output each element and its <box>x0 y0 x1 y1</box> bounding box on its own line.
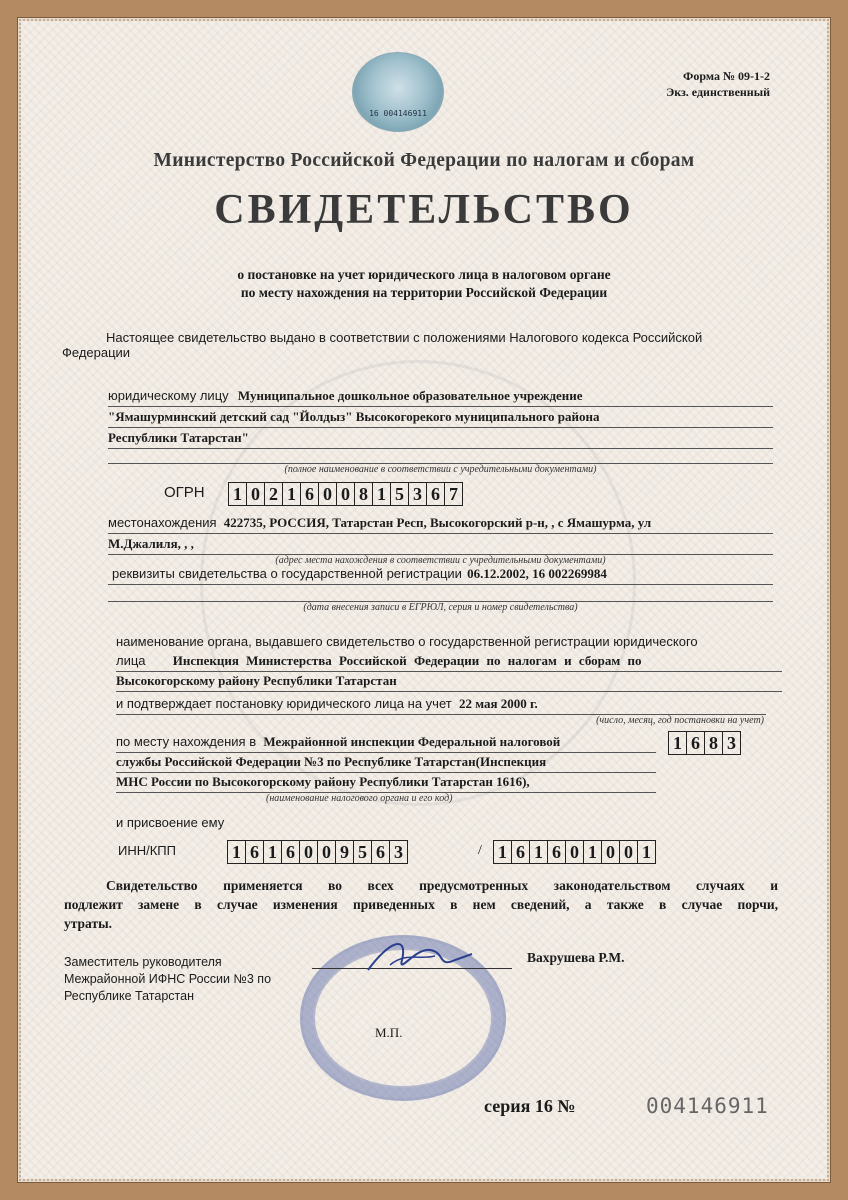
ogrn-digit: 0 <box>337 483 355 505</box>
form-number: Форма № 09-1-2 <box>683 69 770 83</box>
kpp-digit: 1 <box>584 841 602 863</box>
intro-line-2: Федерации <box>62 345 131 360</box>
kpp-digit: 1 <box>494 841 512 863</box>
inn-kpp-separator: / <box>478 843 482 858</box>
kpp-digit: 1 <box>642 842 651 862</box>
hologram-number: 16 004146911 <box>369 109 427 118</box>
location-line-1 <box>108 515 773 534</box>
confirm-block <box>116 696 766 726</box>
tax-office-label: по месту нахождения в <box>116 734 257 749</box>
ogrn-digit: 2 <box>265 483 283 505</box>
ministry-title: Министерство Российской Федерации по налогам и сборам <box>153 150 695 171</box>
series-label: серия 16 № <box>484 1096 576 1116</box>
kpp-cells <box>493 840 656 864</box>
location-value-line-2: М.Джалиля, , , <box>108 536 773 555</box>
document-title: СВИДЕТЕЛЬСТВО <box>214 187 634 233</box>
ogrn-digit: 6 <box>427 483 445 505</box>
confirm-line <box>116 696 766 715</box>
inn-digit: 5 <box>354 841 372 863</box>
hologram-emblem <box>352 52 444 132</box>
entity-name-line-1: Муниципальное дошкольное образовательное учреждение <box>237 388 583 403</box>
ogrn-digit: 0 <box>247 483 265 505</box>
ogrn-digit: 1 <box>373 483 391 505</box>
tax-office-code-digit: 1 <box>669 732 687 754</box>
tax-office-code-digit: 6 <box>687 732 705 754</box>
signatory-line-2: Межрайонной ИФНС России №3 по <box>64 972 272 986</box>
ogrn-digit: 0 <box>319 483 337 505</box>
inn-digit: 1 <box>228 841 246 863</box>
location-block <box>108 515 773 566</box>
kpp-digit: 0 <box>620 841 638 863</box>
tax-office-code-digit: 8 <box>705 732 723 754</box>
ogrn-digit: 1 <box>229 483 247 505</box>
issuer-line-2 <box>116 653 782 672</box>
ogrn-digit: 3 <box>409 483 427 505</box>
intro-text <box>62 330 782 360</box>
handwritten-signature <box>360 930 480 980</box>
entity-name-line-3: Республики Татарстан" <box>108 430 773 449</box>
subtitle-line-2: по месту нахождения на территории Российской Федерации <box>240 285 608 300</box>
registration-line <box>108 566 773 585</box>
entity-label: юридическому лицу <box>108 388 229 403</box>
registration-blank-line <box>108 585 773 602</box>
issuer-lica-label: лица <box>116 653 146 668</box>
ogrn-digit: 7 <box>449 484 458 504</box>
tax-office-block <box>116 734 656 804</box>
kpp-digit: 0 <box>602 841 620 863</box>
registration-value: 06.12.2002, 16 002269984 <box>467 566 607 581</box>
location-caption: (адрес места нахождения в соответствии с учредительными документами) <box>275 555 606 566</box>
entity-blank-line <box>108 449 773 464</box>
kpp-digit: 6 <box>512 841 530 863</box>
inn-digit: 6 <box>246 841 264 863</box>
entity-block <box>108 388 773 475</box>
issuer-block <box>116 634 782 692</box>
ogrn-cells <box>228 482 463 506</box>
confirm-caption: (число, месяц, год постановки на учет) <box>596 715 764 726</box>
inn-digit: 1 <box>264 841 282 863</box>
ogrn-label: ОГРН <box>164 484 205 501</box>
inn-digit: 6 <box>372 841 390 863</box>
issuer-value-line-2: Высокогорскому району Республики Татарстан <box>116 673 782 692</box>
inn-kpp-label: ИНН/КПП <box>118 843 176 858</box>
registration-caption: (дата внесения записи в ЕГРЮЛ, серия и номер свидетельства) <box>303 602 578 613</box>
entity-line-1 <box>108 388 773 407</box>
signatory-name: Вахрушева Р.М. <box>527 950 625 965</box>
ogrn-digit: 6 <box>301 483 319 505</box>
kpp-digit: 1 <box>530 841 548 863</box>
tax-office-code-cells <box>668 731 741 755</box>
registration-block <box>108 566 773 613</box>
ogrn-digit: 8 <box>355 483 373 505</box>
tax-office-code-digit: 3 <box>727 733 736 753</box>
confirm-label: и подтверждает постановку юридического лица на учет <box>116 696 452 711</box>
issuer-line-1: наименование органа, выдавшего свидетельство о государственной регистрации юридического <box>116 634 698 649</box>
inn-digit: 0 <box>300 841 318 863</box>
inn-digit: 9 <box>336 841 354 863</box>
entity-name-line-2: "Ямашурминский детский сад "Йолдыз" Высокогорекого муниципального района <box>108 409 773 428</box>
assign-label: и присвоение ему <box>116 815 225 830</box>
notice-line-2: подлежит замене в случае изменения приведенных в нем сведений, а также в случае порчи, <box>64 897 778 912</box>
signatory-line-1: Заместитель руководителя <box>64 955 222 969</box>
inn-digit: 0 <box>318 841 336 863</box>
notice-line-1: Свидетельство применяется во всех предусмотренных законодательством случаях и <box>106 878 778 893</box>
tax-office-value-line-3: МНС России по Высокогорскому району Республики Татарстан 1616), <box>116 774 656 793</box>
ogrn-digit: 5 <box>391 483 409 505</box>
form-info <box>666 68 770 100</box>
document-subtitle <box>0 266 848 302</box>
inn-digit: 6 <box>282 841 300 863</box>
signatory-title <box>64 954 271 1005</box>
signatory-line-3: Республике Татарстан <box>64 989 194 1003</box>
tax-office-value-line-2: службы Российской Федерации №3 по Республике Татарстан(Инспекция <box>116 754 656 773</box>
kpp-digit: 0 <box>566 841 584 863</box>
location-value-line-1: 422735, РОССИЯ, Татарстан Респ, Высокогорский р-н, , с Ямашурма, ул <box>223 515 652 530</box>
series-number: 004146911 <box>646 1094 769 1118</box>
confirm-date: 22 мая 2000 г. <box>458 696 538 711</box>
tax-office-caption: (наименование налогового органа и его код) <box>266 793 453 804</box>
inn-cells <box>227 840 408 864</box>
intro-line-1: Настоящее свидетельство выдано в соответствии с положениями Налогового кодекса Российской <box>106 330 703 345</box>
inn-digit: 3 <box>394 842 403 862</box>
subtitle-line-1: о постановке на учет юридического лица в налоговом органе <box>237 267 611 282</box>
location-label: местонахождения <box>108 515 217 530</box>
kpp-digit: 6 <box>548 841 566 863</box>
notice-line-3: утраты. <box>64 916 113 931</box>
registration-label: реквизиты свидетельства о государственной регистрации <box>112 566 462 581</box>
seal-place-mp: М.П. <box>375 1025 403 1040</box>
tax-office-value-line-1: Межрайонной инспекции Федеральной налоговой <box>263 734 561 749</box>
tax-office-line-1 <box>116 734 656 753</box>
copy-note: Экз. единственный <box>666 85 770 99</box>
issuer-value-line-1: Инспекция Министерства Российской Федерации по налогам и сборам по <box>172 653 642 668</box>
notice-text <box>64 876 778 933</box>
ogrn-digit: 1 <box>283 483 301 505</box>
entity-caption: (полное наименование в соответствии с учредительными документами) <box>284 464 597 475</box>
